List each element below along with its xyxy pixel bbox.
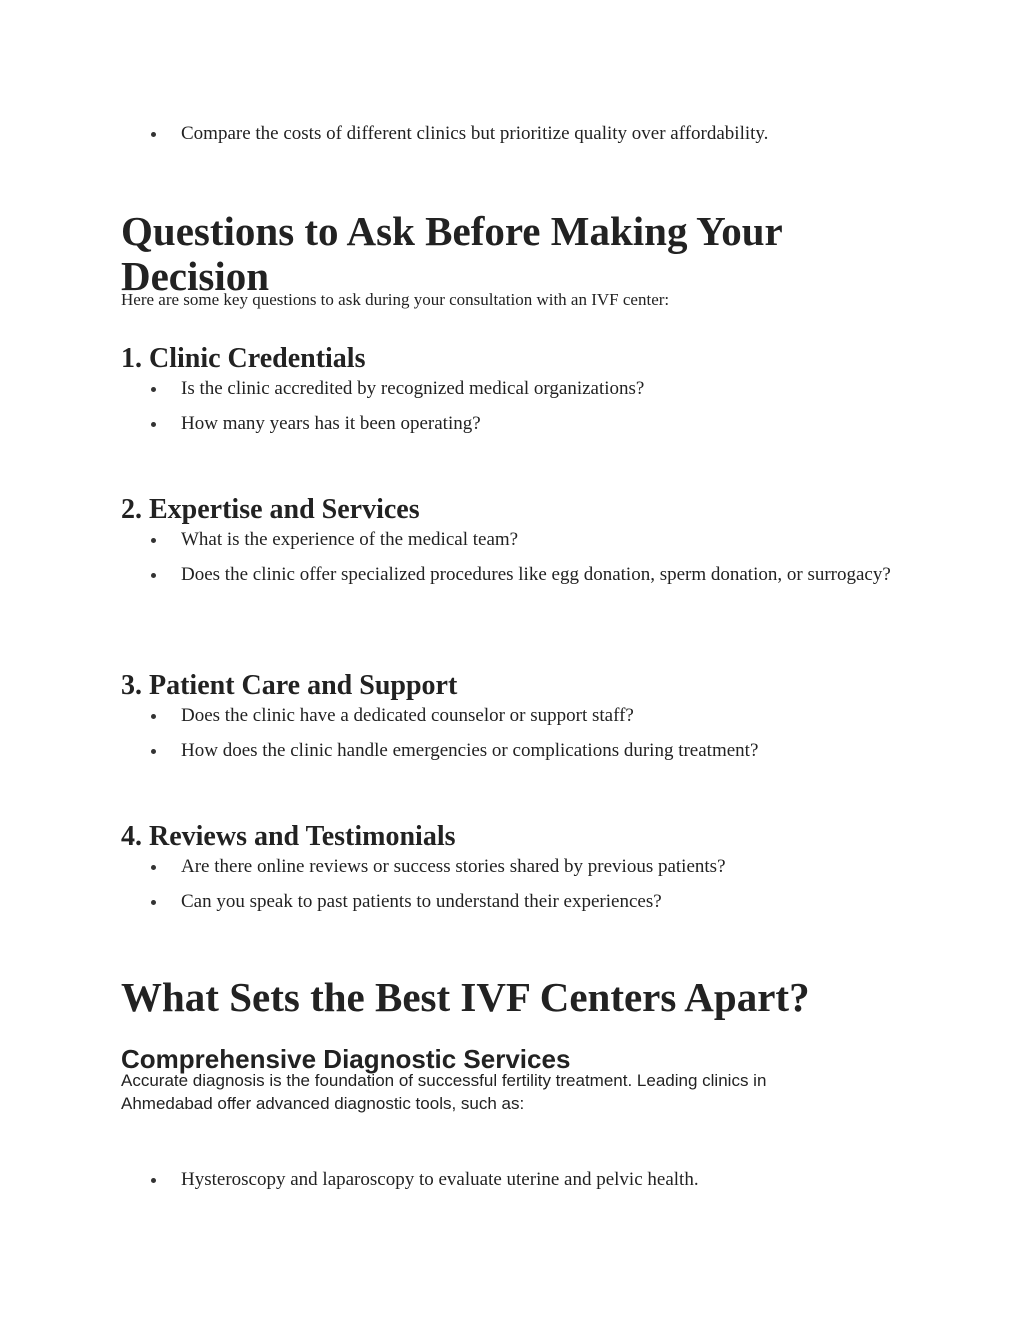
subsection-heading-clinic-credentials: 1. Clinic Credentials bbox=[121, 343, 366, 375]
list-item-text: Are there online reviews or success stories shared by previous patients? bbox=[181, 856, 726, 877]
bullet-icon bbox=[151, 900, 156, 905]
subsection-heading-patient-care: 3. Patient Care and Support bbox=[121, 670, 458, 702]
list-item-text: Does the clinic offer specialized procedures like egg donation, sperm donation, or surrogacy? bbox=[181, 564, 891, 585]
bullet-icon bbox=[151, 573, 156, 578]
questions-heading: Questions to Ask Before Making Your Decision bbox=[121, 208, 783, 300]
diagnostic-services-heading: Comprehensive Diagnostic Services bbox=[121, 1044, 571, 1074]
list-item-text: Does the clinic have a dedicated counselor or support staff? bbox=[181, 705, 634, 726]
bullet-icon bbox=[151, 132, 156, 137]
questions-intro: Here are some key questions to ask during your consultation with an IVF center: bbox=[121, 290, 670, 309]
list-item-text: How does the clinic handle emergencies or complications during treatment? bbox=[181, 740, 759, 761]
diagnostic-services-paragraph: Accurate diagnosis is the foundation of successful fertility treatment. Leading clinics in Ahmedabad offer advanced diagnostic tools, such as: bbox=[121, 1071, 767, 1113]
bullet-icon bbox=[151, 1178, 156, 1183]
list-item-text: Hysteroscopy and laparoscopy to evaluate uterine and pelvic health. bbox=[181, 1169, 699, 1190]
bullet-icon bbox=[151, 538, 156, 543]
subsection-heading-expertise-services: 2. Expertise and Services bbox=[121, 494, 420, 526]
list-item-text: Compare the costs of different clinics but prioritize quality over affordability. bbox=[181, 123, 769, 144]
bullet-icon bbox=[151, 865, 156, 870]
bullet-icon bbox=[151, 422, 156, 427]
bullet-icon bbox=[151, 714, 156, 719]
list-item-text: Can you speak to past patients to understand their experiences? bbox=[181, 891, 662, 912]
list-item-text: What is the experience of the medical team? bbox=[181, 529, 519, 550]
best-centers-heading: What Sets the Best IVF Centers Apart? bbox=[121, 974, 810, 1021]
bullet-icon bbox=[151, 387, 156, 392]
subsection-heading-reviews: 4. Reviews and Testimonials bbox=[121, 821, 456, 853]
list-item-text: How many years has it been operating? bbox=[181, 413, 481, 434]
bullet-icon bbox=[151, 749, 156, 754]
list-item-text: Is the clinic accredited by recognized medical organizations? bbox=[181, 378, 645, 399]
